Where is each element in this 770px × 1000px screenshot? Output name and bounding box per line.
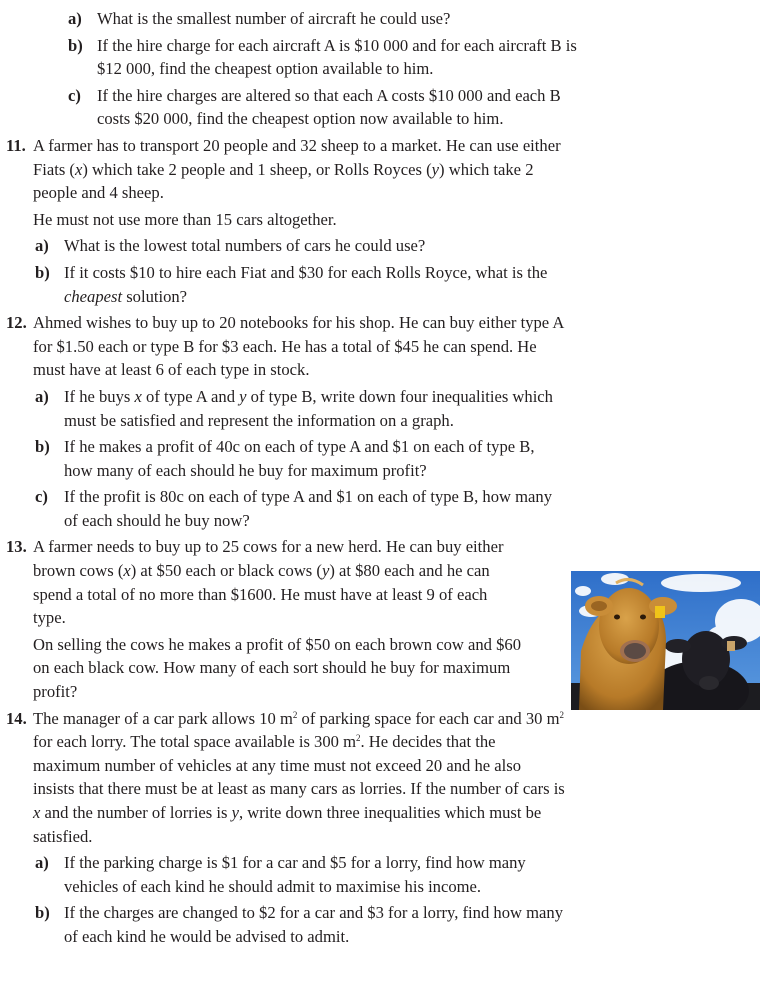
variable-y: y [321, 561, 330, 581]
part-text: of type B, write down four inequalities which must be satisfied and represent the information on a graph. [64, 386, 553, 430]
part-label: a) [35, 386, 49, 406]
exercise-page [0, 7, 770, 952]
part-label: b) [35, 903, 50, 923]
part-text: What is the lowest total numbers of cars he could use? [64, 236, 426, 256]
question-text [33, 707, 565, 849]
question-text [33, 134, 565, 205]
text-run: for each lorry. The total space available is 300 m [33, 732, 356, 752]
question-10-part-b [33, 34, 598, 81]
question-text: He must not use more than 15 cars altogether. [33, 209, 337, 229]
question-number: 11. [6, 135, 26, 155]
part-label: b) [35, 437, 50, 457]
part-text: If the charges are changed to $2 for a car and $3 for a lorry, find how many of each kind he would be advised to admit. [64, 903, 563, 946]
part-label: a) [68, 9, 82, 28]
cows-photo [571, 571, 760, 710]
question-12-part-a [0, 385, 565, 432]
question-11-part-a [0, 234, 565, 258]
question-12 [0, 311, 565, 532]
cows-illustration [571, 571, 760, 710]
question-12-part-b [0, 435, 565, 482]
text-run: and the number of lorries is [40, 803, 232, 822]
part-label: c) [68, 85, 81, 105]
question-10-part-c [33, 84, 598, 131]
variable-y: y [231, 803, 239, 822]
part-text: If the hire charge for each aircraft A is $10 000 and for each aircraft B is $12 000, find the cheapest option available to him. [97, 35, 577, 79]
part-text: What is the smallest number of aircraft he could use? [97, 9, 451, 28]
text-run: , write down three inequalities which must be satisfied. [33, 803, 542, 846]
part-text: If it costs $10 to hire each Fiat and $30 for each Rolls Royce, what is the [64, 262, 548, 282]
part-label: b) [68, 35, 83, 55]
brown-cow [579, 579, 677, 710]
question-12-part-c [0, 485, 565, 532]
text-run: of parking space for each car and 30 m [297, 708, 560, 728]
question-number: 12. [6, 313, 27, 333]
text-run: . He decides that the maximum number of vehicles at any time must not exceed 20 and he also insists that there must be at least as many cars as lorries. If the number of cars is [33, 732, 565, 799]
part-label: a) [35, 236, 49, 256]
part-text: If he buys [64, 386, 135, 406]
question-10-continuation [0, 7, 577, 131]
question-14-part-a [0, 851, 565, 898]
part-text: If he makes a profit of 40c on each of type A and $1 on each of type B, how many of each should he buy for maximum profit? [64, 437, 535, 480]
part-text: If the profit is 80c on each of type A and $1 on each of type B, how many of each should he buy now? [64, 487, 553, 530]
question-number: 14. [6, 708, 27, 728]
variable-x: x [33, 803, 41, 822]
part-text: If the parking charge is $1 for a car and $5 for a lorry, find how many vehicles of each kind he should admit to maximise his income. [64, 853, 526, 896]
part-label: a) [35, 853, 49, 873]
text-run: The manager of a car park allows 10 m [33, 708, 293, 728]
variable-x: x [74, 159, 83, 179]
question-number: 13. [6, 537, 27, 557]
variable-y: y [431, 159, 440, 179]
part-text: solution? [122, 286, 188, 306]
question-text: Ahmed wishes to buy up to 20 notebooks for his shop. He can buy either type A for $1.50 each or type B for $3 each. He has a total of $45 he can spend. He must have at least 6 of each type in stock. [33, 313, 564, 380]
part-label: c) [35, 487, 48, 507]
variable-x: x [123, 561, 131, 581]
variable-y: y [239, 386, 247, 406]
part-text: of type A and [141, 386, 240, 406]
question-14 [0, 707, 565, 949]
question-11 [0, 134, 565, 308]
part-text: If the hire charges are altered so that each A costs $10 000 and each B costs $20 000, find the cheapest option now available to him. [97, 85, 561, 129]
variable-x: x [134, 386, 142, 406]
question-11-part-b [0, 261, 565, 308]
q13-text: A farmer needs to buy up to 25 cows for a new herd. He can buy either brown cows (x) at $50 each or black cows (y) at $80 each and he can spend a total of no more than $1600. He must have at least 9 of each type. [33, 537, 504, 628]
q11-text: A farmer has to transport 20 people and 32 sheep to a market. He can use either Fiats (x) which take 2 people and 1 sheep, or Rolls Royces (y) which take 2 people and 4 sheep. [33, 135, 561, 203]
question-14-part-b [0, 901, 565, 948]
emphasis-text: cheapest [64, 286, 123, 306]
superscript: 2 [292, 709, 298, 720]
part-label: b) [35, 262, 50, 282]
question-text: On selling the cows he makes a profit of $50 on each brown cow and $60 on each black cow. How many of each sort should he buy for maximum profit? [33, 634, 522, 702]
question-10-part-a [33, 7, 598, 31]
superscript: 2 [356, 733, 361, 744]
question-13 [0, 535, 523, 703]
superscript: 2 [559, 709, 565, 720]
question-text [33, 535, 523, 629]
